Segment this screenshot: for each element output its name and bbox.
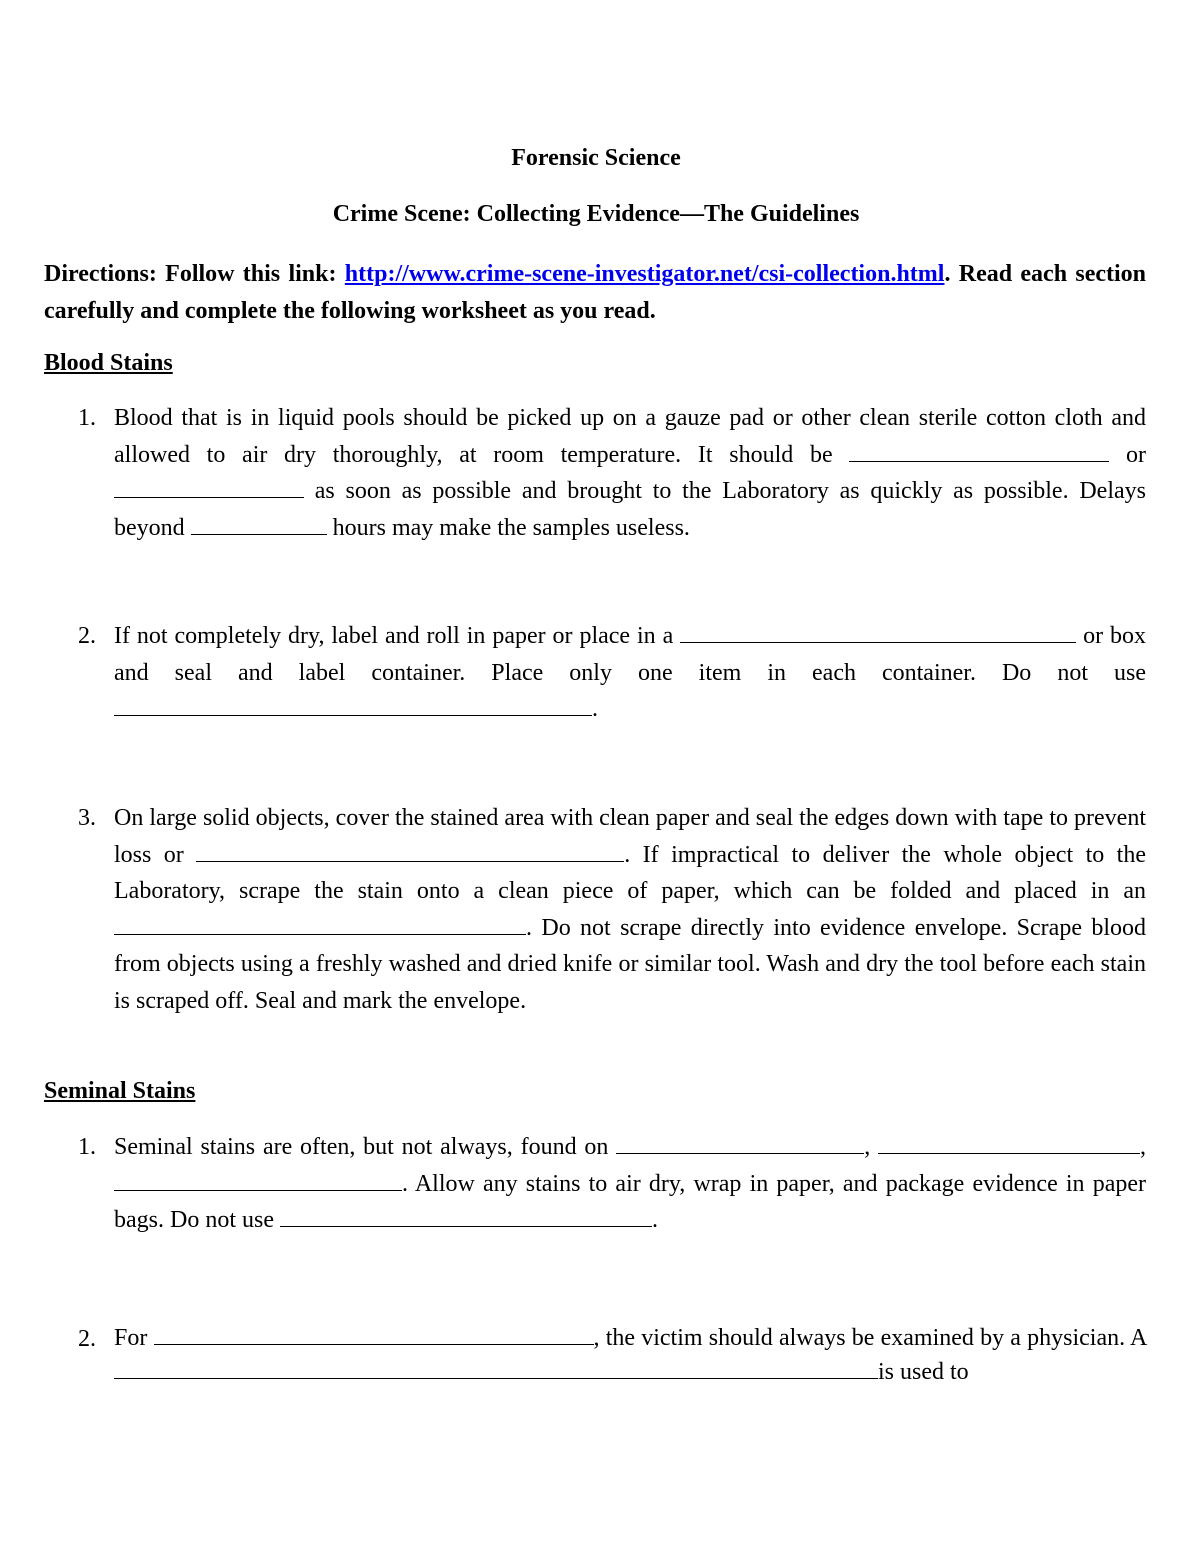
blank-line[interactable] <box>114 474 304 498</box>
item-text <box>114 1321 1146 1389</box>
item-text-part: , the victim should always be examined by a physician. A <box>593 1324 1146 1351</box>
section-heading-seminal-stains: Seminal Stains <box>44 1078 196 1104</box>
item-number: 1. <box>78 1134 96 1160</box>
csi-collection-link[interactable]: http://www.crime-scene-investigator.net/csi-collection.html <box>344 261 945 287</box>
item-text-part: or <box>1109 441 1146 468</box>
item-text <box>114 618 1146 728</box>
item-text-part: , <box>1140 1134 1147 1160</box>
directions-rest: . Read each section carefully and complete the following worksheet as you read. <box>44 261 1147 324</box>
item-text-part: hours may make the samples useless. <box>326 514 690 541</box>
item-text-part: On large solid objects, cover the stained area with clean paper and seal the edges down with tape to prevent loss or <box>114 805 1146 868</box>
page-subtitle: Crime Scene: Collecting Evidence—The Guidelines <box>332 201 860 227</box>
page-title: Forensic Science <box>511 145 681 171</box>
item-text-part: as soon as possible and brought to the Laboratory as quickly as possible. Delays beyond <box>114 478 1146 541</box>
item-number: 3. <box>78 805 96 831</box>
directions-lead: Directions: Follow this link: <box>44 261 345 287</box>
item-text-part: , <box>864 1134 879 1160</box>
item-text-part: Seminal stains are often, but not always, found on <box>114 1134 617 1160</box>
blank-line[interactable] <box>878 1130 1140 1154</box>
item-text-part: . <box>592 696 598 722</box>
item-text <box>114 800 1146 1019</box>
blank-line[interactable] <box>849 438 1109 462</box>
blank-line[interactable] <box>616 1130 864 1154</box>
item-text-part: Blood that is in liquid pools should be picked up on a gauze pad or other clean sterile cotton cloth and allowed to air dry thoroughly, at room temperature. It should be <box>114 405 1146 468</box>
item-text-part: . Do not scrape directly into evidence envelope. Scrape blood from objects using a freshly washed and dried knife or similar tool. Wash and dry the tool before each stain is scraped off. Seal and mark the envelope. <box>114 914 1146 1014</box>
item-number: 2. <box>78 1326 96 1352</box>
section-heading-blood-stains: Blood Stains <box>44 350 173 376</box>
item-text-part: For <box>114 1324 154 1351</box>
directions <box>44 256 1146 330</box>
blank-line[interactable] <box>680 619 1076 643</box>
blank-line[interactable] <box>114 1355 878 1379</box>
blank-line[interactable] <box>196 838 624 862</box>
item-text-part: . Allow any stains to air dry, wrap in paper, and package evidence in paper bags. Do not use <box>114 1170 1146 1233</box>
blank-line[interactable] <box>114 1167 402 1191</box>
item-text-part: or box and seal and label container. Place only one item in each container. Do not use <box>114 623 1146 686</box>
item-number: 1. <box>78 405 96 431</box>
blank-line[interactable] <box>154 1321 594 1345</box>
item-text-part: . If impractical to deliver the whole object to the Laboratory, scrape the stain onto a clean piece of paper, which can be folded and placed in an <box>114 841 1146 904</box>
item-text-part: . <box>651 1207 658 1233</box>
blank-line[interactable] <box>191 511 327 535</box>
blank-line[interactable] <box>114 911 526 935</box>
item-text-part: is used to <box>878 1358 969 1385</box>
blank-line[interactable] <box>114 692 592 716</box>
item-text <box>114 1129 1146 1239</box>
item-number: 2. <box>78 623 96 649</box>
blank-line[interactable] <box>280 1203 652 1227</box>
item-text-part: If not completely dry, label and roll in paper or place in a <box>114 623 681 649</box>
item-text <box>114 400 1146 546</box>
